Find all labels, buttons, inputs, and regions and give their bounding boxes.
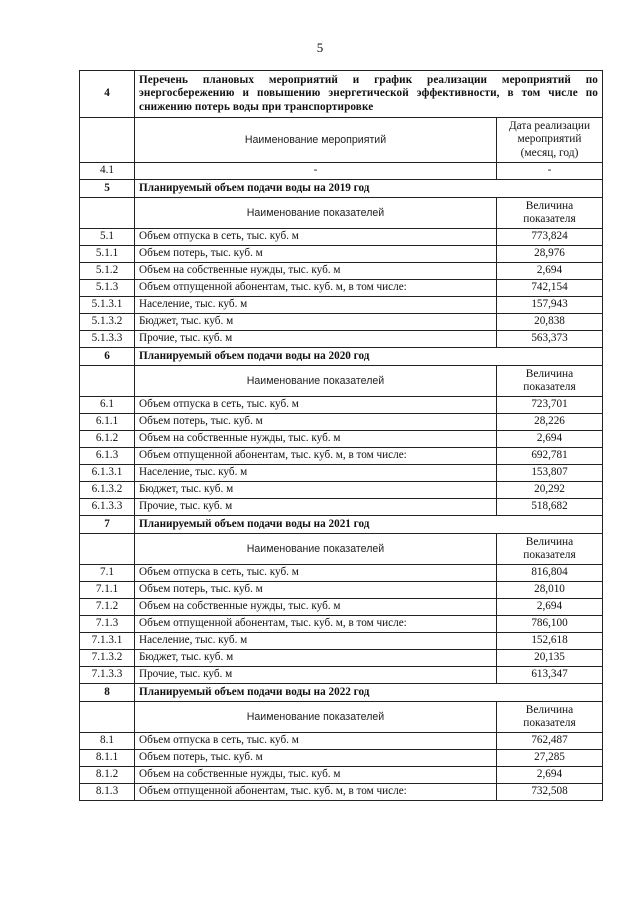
row-name: Объем на собственные нужды, тыс. куб. м [135, 263, 497, 280]
table-row [80, 750, 603, 767]
row-number: 7.1.2 [80, 599, 135, 616]
row-name: Объем отпуска в сеть, тыс. куб. м [135, 733, 497, 750]
row-value: 762,487 [496, 733, 602, 750]
row-number: 5.1.3 [80, 280, 135, 297]
column-header-row [80, 366, 603, 397]
row-number: 8.1 [80, 733, 135, 750]
row-number: 5.1 [80, 229, 135, 246]
table-row [80, 246, 603, 263]
row-name: Бюджет, тыс. куб. м [135, 314, 497, 331]
table-row [80, 465, 603, 482]
column-header-name: Наименование показателей [135, 534, 497, 565]
row-value: 2,694 [496, 599, 602, 616]
row-name: Прочие, тыс. куб. м [135, 667, 497, 684]
table-row [80, 616, 603, 633]
row-value: 27,285 [496, 750, 602, 767]
table-row [80, 314, 603, 331]
column-header-row [80, 198, 603, 229]
row-number: 7.1.3.1 [80, 633, 135, 650]
row-number: 6.1.3.2 [80, 482, 135, 499]
row-number: 5.1.3.3 [80, 331, 135, 348]
table-row [80, 650, 603, 667]
section-header [80, 71, 603, 118]
row-name: Объем отпущенной абонентам, тыс. куб. м, в том числе: [135, 784, 497, 801]
row-number: 8.1.1 [80, 750, 135, 767]
row-number: 8.1.3 [80, 784, 135, 801]
row-name: Объем отпуска в сеть, тыс. куб. м [135, 229, 497, 246]
table-row [80, 263, 603, 280]
column-header-row [80, 534, 603, 565]
column-header-date: Дата реализации мероприятий (месяц, год) [496, 118, 602, 163]
section-number: 5 [80, 180, 135, 198]
row-value: 152,618 [496, 633, 602, 650]
row-value: 816,804 [496, 565, 602, 582]
row-value: 20,838 [496, 314, 602, 331]
column-header-name: Наименование показателей [135, 702, 497, 733]
row-name: Объем потерь, тыс. куб. м [135, 246, 497, 263]
table-row [80, 633, 603, 650]
column-header-name: Наименование мероприятий [135, 118, 497, 163]
section-header [80, 684, 603, 702]
row-name: Объем отпуска в сеть, тыс. куб. м [135, 565, 497, 582]
row-number: 6.1.1 [80, 414, 135, 431]
table-row [80, 431, 603, 448]
section-header [80, 180, 603, 198]
section-title: Планируемый объем подачи воды на 2021 год [135, 516, 603, 534]
row-name: Прочие, тыс. куб. м [135, 499, 497, 516]
column-header-row [80, 118, 603, 163]
row-value: 2,694 [496, 431, 602, 448]
row-name: Прочие, тыс. куб. м [135, 331, 497, 348]
row-value: 692,781 [496, 448, 602, 465]
row-value: 20,292 [496, 482, 602, 499]
table-row [80, 163, 603, 180]
row-value: 28,010 [496, 582, 602, 599]
row-value: 773,824 [496, 229, 602, 246]
row-name: Объем потерь, тыс. куб. м [135, 750, 497, 767]
table-row [80, 482, 603, 499]
row-value: 28,226 [496, 414, 602, 431]
row-value: 157,943 [496, 297, 602, 314]
row-number: 6.1.3 [80, 448, 135, 465]
table-row [80, 280, 603, 297]
table-row [80, 565, 603, 582]
column-header-name: Наименование показателей [135, 366, 497, 397]
table-row [80, 499, 603, 516]
row-value: 2,694 [496, 263, 602, 280]
page-number: 5 [316, 40, 324, 55]
section-number: 8 [80, 684, 135, 702]
row-name: Население, тыс. куб. м [135, 465, 497, 482]
row-value: 2,694 [496, 767, 602, 784]
row-number: 5.1.3.1 [80, 297, 135, 314]
row-name: Бюджет, тыс. куб. м [135, 650, 497, 667]
row-name: Объем на собственные нужды, тыс. куб. м [135, 431, 497, 448]
row-name: Объем отпущенной абонентам, тыс. куб. м, в том числе: [135, 280, 497, 297]
table-row [80, 767, 603, 784]
row-name: - [135, 163, 497, 180]
row-name: Объем отпуска в сеть, тыс. куб. м [135, 397, 497, 414]
section-header [80, 516, 603, 534]
table-row [80, 733, 603, 750]
row-value: 723,701 [496, 397, 602, 414]
section-title: Планируемый объем подачи воды на 2019 год [135, 180, 603, 198]
row-value: 563,373 [496, 331, 602, 348]
row-number: 7.1.3 [80, 616, 135, 633]
row-name: Объем на собственные нужды, тыс. куб. м [135, 767, 497, 784]
row-number: 7.1.3.2 [80, 650, 135, 667]
row-name: Население, тыс. куб. м [135, 633, 497, 650]
row-number: 8.1.2 [80, 767, 135, 784]
column-header-value: Величина показателя [496, 366, 602, 397]
row-number: 7.1.1 [80, 582, 135, 599]
column-header-value: Величина показателя [496, 534, 602, 565]
row-value: 153,807 [496, 465, 602, 482]
table-row [80, 414, 603, 431]
row-value: 20,135 [496, 650, 602, 667]
section-title: Планируемый объем подачи воды на 2020 год [135, 348, 603, 366]
table-row [80, 297, 603, 314]
section-number: 7 [80, 516, 135, 534]
plan-table [79, 70, 603, 801]
column-header-value: Величина показателя [496, 198, 602, 229]
table-row [80, 667, 603, 684]
table-row [80, 229, 603, 246]
section-title: Планируемый объем подачи воды на 2022 год [135, 684, 603, 702]
column-header-name: Наименование показателей [135, 198, 497, 229]
row-value: - [496, 163, 602, 180]
row-number: 6.1.3.1 [80, 465, 135, 482]
row-number: 6.1 [80, 397, 135, 414]
section-title: Перечень плановых мероприятий и график реализации мероприятий по энергосбережению и повышению энергетической эффективности, в том числе по снижению потерь воды при транспортировке [135, 71, 603, 118]
row-name: Объем потерь, тыс. куб. м [135, 582, 497, 599]
row-name: Объем потерь, тыс. куб. м [135, 414, 497, 431]
column-header-row [80, 702, 603, 733]
section-number: 4 [80, 71, 135, 118]
row-name: Бюджет, тыс. куб. м [135, 482, 497, 499]
row-name: Объем на собственные нужды, тыс. куб. м [135, 599, 497, 616]
section-header [80, 348, 603, 366]
row-value: 28,976 [496, 246, 602, 263]
row-value: 786,100 [496, 616, 602, 633]
row-value: 518,682 [496, 499, 602, 516]
row-name: Население, тыс. куб. м [135, 297, 497, 314]
row-value: 742,154 [496, 280, 602, 297]
table-row [80, 331, 603, 348]
row-name: Объем отпущенной абонентам, тыс. куб. м, в том числе: [135, 448, 497, 465]
table-row [80, 397, 603, 414]
row-number: 6.1.3.3 [80, 499, 135, 516]
row-number: 6.1.2 [80, 431, 135, 448]
row-value: 732,508 [496, 784, 602, 801]
table-row [80, 582, 603, 599]
row-number: 5.1.1 [80, 246, 135, 263]
table-row [80, 448, 603, 465]
table-row [80, 784, 603, 801]
row-number: 7.1.3.3 [80, 667, 135, 684]
row-value: 613,347 [496, 667, 602, 684]
table-row [80, 599, 603, 616]
row-number: 7.1 [80, 565, 135, 582]
column-header-value: Величина показателя [496, 702, 602, 733]
row-number: 5.1.2 [80, 263, 135, 280]
row-number: 5.1.3.2 [80, 314, 135, 331]
row-name: Объем отпущенной абонентам, тыс. куб. м, в том числе: [135, 616, 497, 633]
section-number: 6 [80, 348, 135, 366]
row-number: 4.1 [80, 163, 135, 180]
